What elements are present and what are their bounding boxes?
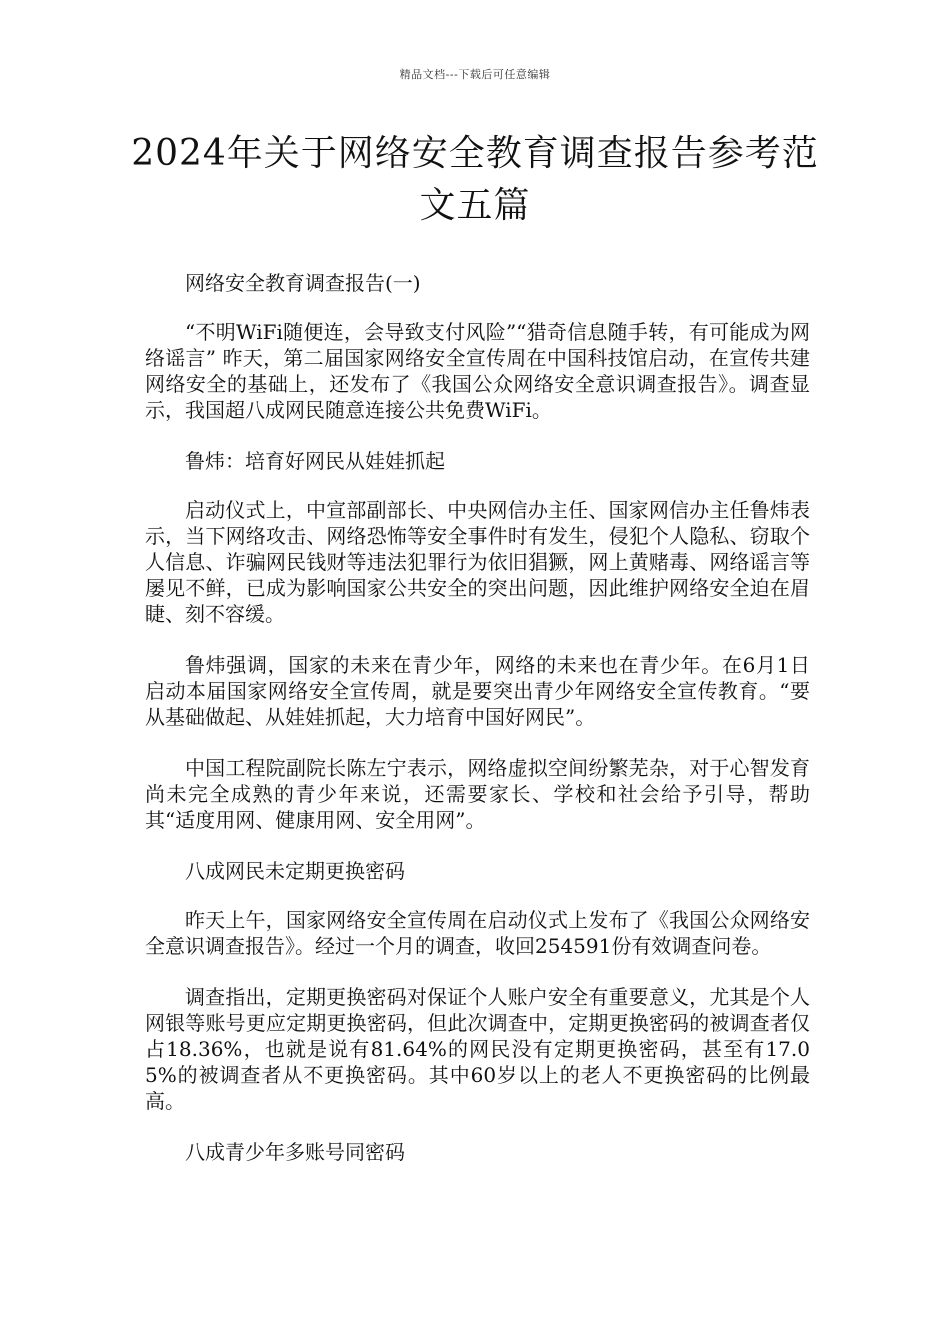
section-heading: 八成网民未定期更换密码 [185,859,405,883]
document-title: 2024年关于网络安全教育调查报告参考范文五篇 [131,133,819,226]
body-paragraph: 中国工程院副院长陈左宁表示，网络虚拟空间纷繁芜杂，对于心智发育尚未完全成熟的青少年来说，还需要家长、学校和社会给予引导，帮助其“适度用网、健康用网、安全用网”。 [145,756,810,832]
section-heading: 八成青少年多账号同密码 [185,1140,405,1164]
section-heading: 网络安全教育调查报告(一) [185,271,421,295]
body-paragraph: 调查指出，定期更换密码对保证个人账户安全有重要意义，尤其是个人网银等账号更应定期更换密码，但此次调查中，定期更换密码的被调查者仅占18.36%，也就是说有81.64%的网民没有定期更换密码，甚至有17.05%的被调查者从不更换密码。其中60岁以上的老人不更换密码的比例最高。 [145,985,810,1113]
header-note: 精品文档---下载后可任意编辑 [399,68,551,81]
body-paragraph: 启动仪式上，中宣部副部长、中央网信办主任、国家网信办主任鲁炜表示，当下网络攻击、网络恐怖等安全事件时有发生，侵犯个人隐私、窃取个人信息、诈骗网民钱财等违法犯罪行为依旧猖獗，网上黄赌毒、网络谣言等屡见不鲜，已成为影响国家公共安全的突出问题，因此维护网络安全迫在眉睫、刻不容缓。 [145,498,810,626]
body-paragraph: “不明WiFi随便连，会导致支付风险”“猎奇信息随手转，有可能成为网络谣言” 昨天，第二届国家网络安全宣传周在中国科技馆启动，在宣传共建网络安全的基础上，还发布了《我国公众网络安全意识调查报告》。调查显示，我国超八成网民随意连接公共免费WiFi。 [145,320,810,422]
document-body [145,270,810,1188]
body-paragraph: 鲁炜强调，国家的未来在青少年，网络的未来也在青少年。在6月1日启动本届国家网络安全宣传周，就是要突出青少年网络安全宣传教育。“要从基础做起、从娃娃抓起，大力培育中国好网民”。 [145,653,810,729]
section-heading: 鲁炜：培育好网民从娃娃抓起 [185,449,445,473]
body-paragraph: 昨天上午，国家网络安全宣传周在启动仪式上发布了《我国公众网络安全意识调查报告》。经过一个月的调查，收回254591份有效调查问卷。 [145,908,810,958]
